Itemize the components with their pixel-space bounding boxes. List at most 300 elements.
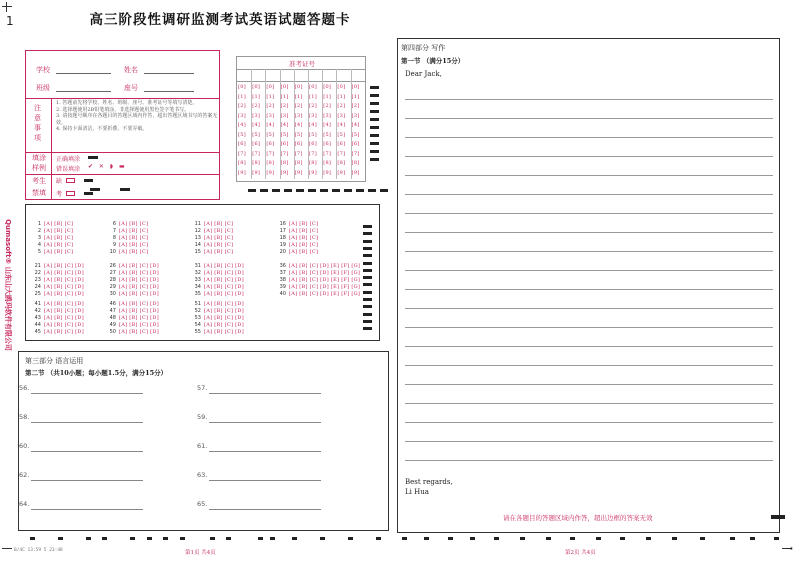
writing-line[interactable]: [405, 327, 773, 328]
admission-digit-bubble[interactable]: [6]: [238, 141, 246, 147]
admission-timing-marks: [370, 86, 382, 166]
question-number: 44: [34, 322, 41, 328]
question-number: 25: [34, 291, 41, 297]
registration-cross-bottom-left: [2, 548, 12, 549]
bottom-timing-marks: [30, 537, 790, 542]
answer-options[interactable]: [A] [B] [C] [D]: [204, 315, 244, 321]
admission-number-label: 准考证号: [289, 60, 315, 68]
admission-digit-bubble[interactable]: [6]: [309, 141, 317, 147]
blank-number: 61.: [197, 442, 208, 450]
timing-mark: [363, 327, 372, 330]
writing-line[interactable]: [405, 460, 773, 461]
admission-digit-bubble[interactable]: [4]: [337, 122, 346, 128]
answer-line[interactable]: [209, 480, 321, 481]
admission-digit-bubble[interactable]: [4]: [266, 122, 275, 128]
writing-line[interactable]: [405, 194, 773, 195]
admission-digit-bubble[interactable]: [7]: [266, 150, 275, 157]
question-number: 12: [194, 228, 201, 234]
answer-options[interactable]: [A] [B] [C] [D] [E] [F] [G]: [289, 270, 361, 276]
answer-options[interactable]: [A] [B] [C] [D]: [44, 315, 84, 321]
timing-mark: [30, 537, 35, 540]
timing-mark: [210, 537, 215, 540]
card-title: 高三阶段性调研监测考试英语试题答题卡: [89, 12, 351, 28]
answer-options[interactable]: [A] [B] [C]: [289, 242, 319, 248]
admission-digit-bubble[interactable]: [2]: [323, 103, 332, 109]
absent-label: 考生 禁填: [32, 177, 46, 197]
admission-digit-bubble[interactable]: [4]: [238, 122, 246, 128]
admission-digit-bubble[interactable]: [8]: [294, 160, 303, 166]
admission-digit-bubble[interactable]: [7]: [323, 150, 332, 157]
timing-mark: [363, 305, 372, 308]
answer-options[interactable]: [A] [B] [C] [D] [E] [F] [G]: [289, 263, 361, 269]
wrong-fill-label: 错误填涂: [56, 166, 81, 173]
answer-options[interactable]: [A] [B] [C] [D]: [44, 270, 84, 276]
admission-digit-bubble[interactable]: [4]: [351, 122, 360, 128]
admission-digit-bubble[interactable]: [5]: [280, 131, 289, 138]
note-item: 1. 答题前先将学校、姓名、班级、座号、准考证号等填写清楚。: [56, 100, 198, 106]
admission-digit-bubble[interactable]: [7]: [280, 150, 289, 157]
admission-digit-bubble[interactable]: [7]: [294, 150, 303, 157]
admission-digit-bubble[interactable]: [1]: [280, 93, 289, 100]
timing-mark: [370, 134, 379, 137]
timing-mark: [370, 150, 379, 153]
timing-mark: [750, 537, 755, 540]
notes-list: [56, 100, 218, 133]
admission-digit-bubble[interactable]: [3]: [238, 112, 246, 119]
timing-mark: [248, 189, 256, 192]
answer-options[interactable]: [A] [B] [C] [D]: [119, 284, 159, 290]
class-field[interactable]: [56, 91, 111, 92]
writing-line[interactable]: [405, 346, 773, 347]
admission-digit-bubble[interactable]: [8]: [252, 160, 261, 166]
writing-line[interactable]: [405, 118, 773, 119]
answer-options[interactable]: [A] [B] [C] [D]: [44, 284, 84, 290]
answer-options[interactable]: [A] [B] [C]: [44, 235, 74, 241]
answer-options[interactable]: [A] [B] [C]: [44, 228, 74, 234]
answer-line[interactable]: [209, 422, 321, 423]
answer-options[interactable]: [A] [B] [C] [D]: [44, 329, 84, 335]
question-number: 24: [34, 284, 41, 290]
admission-digit-bubble[interactable]: [4]: [280, 122, 289, 128]
answer-line[interactable]: [209, 451, 321, 452]
question-number: 51: [194, 301, 201, 307]
admission-digit-bubble[interactable]: [3]: [280, 112, 289, 119]
admission-digit-bubble[interactable]: [3]: [323, 112, 332, 119]
admission-digit-bubble[interactable]: [5]: [309, 131, 317, 138]
timing-mark: [363, 313, 372, 316]
answer-line[interactable]: [31, 451, 143, 452]
admission-digit-bubble[interactable]: [1]: [309, 93, 317, 100]
answer-options[interactable]: [A] [B] [C]: [289, 228, 319, 234]
timing-mark: [370, 126, 379, 129]
admission-digit-bubble[interactable]: [3]: [294, 112, 303, 119]
admission-digit-bubble[interactable]: [2]: [266, 103, 275, 109]
answer-options[interactable]: [A] [B] [C] [D]: [204, 263, 244, 269]
timing-mark: [344, 189, 352, 192]
question-number: 42: [34, 308, 41, 314]
note-item: 4. 保持卡面清洁，不要折叠、不要弄破。: [56, 126, 148, 132]
admission-digit-bubble[interactable]: [9]: [266, 169, 275, 176]
timing-mark: [363, 254, 372, 257]
answer-line[interactable]: [31, 509, 143, 510]
question-number: 11: [194, 221, 201, 227]
question-number: 7: [112, 228, 116, 234]
admission-digit-bubble[interactable]: [5]: [323, 131, 332, 138]
question-number: 28: [109, 277, 116, 283]
answer-options[interactable]: [A] [B] [C] [D]: [44, 277, 84, 283]
timing-mark: [370, 142, 379, 145]
name-field[interactable]: [144, 73, 194, 74]
admission-digit-bubble[interactable]: [8]: [266, 160, 275, 166]
writing-line[interactable]: [405, 251, 773, 252]
blank-number: 65.: [197, 500, 208, 508]
timing-mark: [363, 276, 372, 279]
admission-digit-bubble[interactable]: [2]: [252, 103, 261, 109]
question-number: 21: [34, 263, 41, 269]
answer-options[interactable]: [A] [B] [C] [D]: [204, 322, 244, 328]
timing-mark: [620, 537, 625, 540]
writing-line[interactable]: [405, 441, 773, 442]
school-label: 学校: [36, 66, 50, 74]
admission-digit-bubble[interactable]: [6]: [252, 141, 261, 147]
admission-digit-bubble[interactable]: [5]: [337, 131, 346, 138]
admission-digit-bubble[interactable]: [6]: [294, 141, 303, 147]
question-number: 34: [194, 284, 201, 290]
notes-label: 注 意 事 项: [34, 104, 41, 142]
admission-digit-bubble[interactable]: [3]: [252, 112, 261, 119]
answer-options[interactable]: [A] [B] [C] [D]: [119, 277, 159, 283]
admission-digit-bubble[interactable]: [6]: [323, 141, 332, 147]
admission-digit-bubble[interactable]: [1]: [337, 93, 346, 100]
admission-digit-bubble[interactable]: [9]: [280, 169, 289, 176]
question-number: 32: [194, 270, 201, 276]
page-number-2: 第2页 共4页: [565, 550, 596, 556]
answer-options[interactable]: [A] [B] [C]: [204, 221, 234, 227]
answer-options[interactable]: [A] [B] [C] [D]: [44, 308, 84, 314]
admission-digit-bubble[interactable]: [3]: [337, 112, 346, 119]
admission-digit-bubble[interactable]: [6]: [337, 141, 346, 147]
timing-mark: [284, 189, 292, 192]
admission-digit-bubble[interactable]: [9]: [337, 169, 346, 176]
writing-line[interactable]: [405, 308, 773, 309]
admission-digit-bubble[interactable]: [7]: [351, 150, 360, 157]
admission-digit-bubble[interactable]: [9]: [252, 169, 261, 176]
answer-options[interactable]: [A] [B] [C]: [204, 242, 234, 248]
timing-mark: [292, 537, 297, 540]
admission-digit-bubble[interactable]: [2]: [337, 103, 346, 109]
admission-digit-bubble[interactable]: [8]: [280, 160, 289, 166]
answer-options[interactable]: [A] [B] [C] [D]: [204, 308, 244, 314]
admission-digit-bubble[interactable]: [3]: [266, 112, 275, 119]
admission-digit-bubble[interactable]: [1]: [252, 93, 261, 100]
part3-box: [18, 351, 389, 531]
admission-digit-bubble[interactable]: [1]: [238, 93, 246, 100]
question-number: 26: [109, 263, 116, 269]
question-number: 27: [109, 270, 116, 276]
timing-mark: [296, 189, 304, 192]
writing-line[interactable]: [405, 175, 773, 176]
answer-options[interactable]: [A] [B] [C]: [119, 221, 149, 227]
timing-mark: [356, 189, 364, 192]
admission-digit-bubble[interactable]: [0]: [351, 84, 360, 90]
writing-line[interactable]: [405, 213, 773, 214]
writing-lines[interactable]: [398, 39, 781, 534]
question-number: 36: [279, 263, 286, 269]
timing-mark: [363, 247, 372, 250]
admission-digit-bubble[interactable]: [7]: [238, 150, 246, 157]
admission-digit-bubble[interactable]: [2]: [294, 103, 303, 109]
question-number: 33: [194, 277, 201, 283]
answer-options[interactable]: [A] [B] [C]: [289, 235, 319, 241]
admission-digit-bubble[interactable]: [1]: [294, 93, 303, 100]
writing-line[interactable]: [405, 137, 773, 138]
note-item: 3. 请按题号顺序在各题目的答题区域内作答，超出答题区域书写的答案无效。: [56, 113, 218, 126]
timing-mark: [332, 189, 340, 192]
question-number: 55: [194, 329, 201, 335]
question-number: 23: [34, 277, 41, 283]
admission-digit-bubble[interactable]: [5]: [252, 131, 261, 138]
timing-mark: [370, 118, 379, 121]
timing-mark: [147, 537, 152, 540]
timing-mark: [270, 537, 275, 540]
info-box: [25, 50, 220, 200]
timing-marks-row: [248, 189, 388, 194]
admission-digit-bubble[interactable]: [0]: [337, 84, 346, 90]
part4-section: 第一节 （满分15分）: [401, 57, 465, 65]
part4-heading: 第四部分 写作: [401, 44, 446, 52]
question-number: 48: [109, 315, 116, 321]
timing-mark: [370, 158, 379, 161]
question-number: 3: [37, 235, 41, 241]
timing-mark: [363, 262, 372, 265]
answer-options[interactable]: [A] [B] [C] [D]: [119, 308, 159, 314]
correct-fill-mark: [88, 156, 98, 159]
part4-box: [397, 38, 780, 533]
question-number: 30: [109, 291, 116, 297]
admission-digit-bubble[interactable]: [8]: [323, 160, 332, 166]
admission-digit-bubble[interactable]: [1]: [323, 93, 332, 100]
writing-line[interactable]: [405, 270, 773, 271]
answer-options[interactable]: [A] [B] [C] [D]: [119, 263, 159, 269]
letter-closing: Best regards,: [405, 478, 453, 486]
admission-digit-bubble[interactable]: [0]: [266, 84, 275, 90]
admission-digit-bubble[interactable]: [8]: [238, 160, 246, 166]
admission-digit-bubble[interactable]: [2]: [309, 103, 317, 109]
blanks-area: [19, 382, 390, 532]
admission-digit-bubble[interactable]: [6]: [280, 141, 289, 147]
note-item: 2. 选择题使用2B铅笔填涂，非选择题使用黑色签字笔书写。: [56, 106, 190, 113]
answer-options[interactable]: [A] [B] [C]: [204, 235, 234, 241]
blank-number: 64.: [19, 500, 30, 508]
admission-digit-bubble[interactable]: [3]: [351, 112, 360, 119]
answer-options[interactable]: [A] [B] [C] [D] [E] [F] [G]: [289, 291, 361, 297]
answer-options[interactable]: [A] [B] [C] [D]: [204, 301, 244, 307]
admission-digit-bubble[interactable]: [4]: [309, 122, 317, 128]
answer-options[interactable]: [A] [B] [C]: [204, 228, 234, 234]
admission-digit-bubble[interactable]: [7]: [309, 150, 317, 157]
admission-digit-bubble[interactable]: [5]: [266, 131, 275, 138]
admission-digit-bubble[interactable]: [1]: [266, 93, 275, 100]
timing-mark: [470, 537, 475, 540]
answer-options[interactable]: [A] [B] [C] [D]: [44, 322, 84, 328]
answer-options[interactable]: [A] [B] [C]: [119, 228, 149, 234]
writing-line[interactable]: [405, 384, 773, 385]
answer-options[interactable]: [A] [B] [C] [D]: [204, 277, 244, 283]
admission-digit-bubble[interactable]: [3]: [309, 112, 317, 119]
writing-line[interactable]: [405, 422, 773, 423]
admission-digit-bubble[interactable]: [4]: [294, 122, 303, 128]
answer-line[interactable]: [31, 422, 143, 423]
admission-digit-bubble[interactable]: [0]: [252, 84, 261, 90]
question-number: 22: [34, 270, 41, 276]
writing-line[interactable]: [405, 289, 773, 290]
timing-mark: [370, 94, 379, 97]
timing-mark: [448, 537, 453, 540]
answer-options[interactable]: [A] [B] [C] [D] [E] [F] [G]: [289, 277, 361, 283]
answer-options[interactable]: [A] [B] [C] [D]: [204, 284, 244, 290]
admission-digit-bubble[interactable]: [5]: [351, 131, 360, 138]
timing-mark: [363, 291, 372, 294]
answer-options[interactable]: [A] [B] [C] [D]: [119, 291, 159, 297]
admission-digit-bubble[interactable]: [8]: [351, 160, 360, 166]
timing-mark: [402, 537, 407, 540]
blank-number: 63.: [197, 471, 208, 479]
timing-mark: [520, 537, 525, 540]
timing-mark: [363, 269, 372, 272]
timing-mark: [730, 537, 735, 540]
admission-digit-bubble[interactable]: [0]: [280, 84, 289, 90]
timing-mark: [163, 537, 168, 540]
answer-options[interactable]: [A] [B] [C]: [44, 249, 74, 255]
footer-code: B/4C 13:59 5 23:48: [14, 548, 63, 553]
answer-options[interactable]: [A] [B] [C] [D]: [204, 291, 244, 297]
blank-number: 56.: [19, 384, 30, 392]
admission-digit-bubble[interactable]: [5]: [238, 131, 246, 138]
answer-line[interactable]: [209, 393, 321, 394]
admission-digit-bubble[interactable]: [4]: [323, 122, 332, 128]
admission-digit-bubble[interactable]: [2]: [351, 103, 360, 109]
admission-digit-bubble[interactable]: [4]: [252, 122, 261, 128]
timing-mark: [370, 86, 379, 89]
answer-options[interactable]: [A] [B] [C] [D]: [119, 270, 159, 276]
answer-line[interactable]: [31, 480, 143, 481]
violation-checkbox[interactable]: [66, 191, 75, 196]
timing-mark: [130, 537, 135, 540]
timing-mark: [348, 537, 353, 540]
admission-digit-bubble[interactable]: [9]: [238, 169, 246, 176]
timing-mark: [363, 240, 372, 243]
admission-digit-bubble[interactable]: [2]: [238, 103, 246, 109]
timing-mark: [180, 537, 185, 540]
missing-label: 缺: [56, 178, 63, 185]
writing-line[interactable]: [405, 156, 773, 157]
admission-digit-bubble[interactable]: [6]: [351, 141, 360, 147]
timing-mark: [260, 189, 268, 192]
admission-digit-bubble[interactable]: [1]: [351, 93, 360, 100]
timing-mark: [596, 537, 601, 540]
answer-options[interactable]: [A] [B] [C] [D]: [119, 315, 159, 321]
timing-mark: [376, 537, 381, 540]
admission-digit-bubble[interactable]: [0]: [294, 84, 303, 90]
question-number: 5: [37, 249, 41, 255]
admission-digit-bubble[interactable]: [9]: [351, 169, 360, 176]
question-number: 4: [37, 242, 41, 248]
admission-digit-bubble[interactable]: [7]: [337, 150, 346, 157]
question-number: 49: [109, 322, 116, 328]
missing-checkbox[interactable]: [66, 178, 75, 183]
seat-field[interactable]: [144, 91, 194, 92]
boundary-warning: 请在各题目的答题区域内作答，超出边框的答案无效: [503, 514, 653, 522]
admission-digit-bubble[interactable]: [0]: [323, 84, 332, 90]
violation-label: 考: [56, 191, 63, 198]
admission-digit-bubble[interactable]: [9]: [309, 169, 317, 176]
answer-line[interactable]: [31, 393, 143, 394]
answer-line[interactable]: [209, 509, 321, 510]
writing-line[interactable]: [405, 365, 773, 366]
answer-options[interactable]: [A] [B] [C]: [119, 242, 149, 248]
admission-digit-bubble[interactable]: [8]: [309, 160, 317, 166]
writing-line[interactable]: [405, 232, 773, 233]
admission-digit-bubble[interactable]: [2]: [280, 103, 289, 109]
answer-options[interactable]: [A] [B] [C]: [289, 249, 319, 255]
answer-options[interactable]: [A] [B] [C] [D]: [44, 291, 84, 297]
answer-options[interactable]: [A] [B] [C]: [119, 249, 149, 255]
question-number: 16: [279, 221, 286, 227]
answer-options[interactable]: [A] [B] [C]: [44, 221, 74, 227]
admission-columns: [237, 81, 365, 181]
question-number: 54: [194, 322, 201, 328]
multiple-choice-area: [26, 205, 361, 340]
writing-line[interactable]: [405, 403, 773, 404]
answer-options[interactable]: [A] [B] [C]: [204, 249, 234, 255]
answer-options[interactable]: [A] [B] [C] [D]: [119, 329, 159, 335]
question-number: 20: [279, 249, 286, 255]
admission-digit-bubble[interactable]: [7]: [252, 150, 261, 157]
admission-digit-bubble[interactable]: [0]: [238, 84, 246, 90]
question-number: 35: [194, 291, 201, 297]
answer-options[interactable]: [A] [B] [C] [D]: [44, 263, 84, 269]
admission-digit-bubble[interactable]: [8]: [337, 160, 346, 166]
timing-mark: [258, 537, 263, 540]
admission-digit-bubble[interactable]: [9]: [323, 169, 332, 176]
question-number: 43: [34, 315, 41, 321]
timing-mark: [370, 110, 379, 113]
school-field[interactable]: [56, 73, 111, 74]
answer-options[interactable]: [A] [B] [C] [D]: [119, 322, 159, 328]
writing-line[interactable]: [405, 99, 773, 100]
registration-cross-top-left-v: [6, 2, 7, 12]
timing-mark: [90, 188, 100, 191]
timing-mark: [308, 189, 316, 192]
answer-options[interactable]: [A] [B] [C]: [44, 242, 74, 248]
arrow-icon: ⇥: [786, 544, 793, 553]
answer-options[interactable]: [A] [B] [C] [D]: [204, 270, 244, 276]
answer-options[interactable]: [A] [B] [C] [D] [E] [F] [G]: [289, 284, 361, 290]
answer-options[interactable]: [A] [B] [C] [D]: [44, 301, 84, 307]
fill-example-label: 填涂 样例: [32, 154, 46, 172]
admission-digit-bubble[interactable]: [9]: [294, 169, 303, 176]
answer-options[interactable]: [A] [B] [C]: [119, 235, 149, 241]
timing-mark: [646, 537, 651, 540]
answer-options[interactable]: [A] [B] [C] [D]: [119, 301, 159, 307]
answer-options[interactable]: [A] [B] [C]: [289, 221, 319, 227]
timing-mark: [774, 537, 779, 540]
admission-digit-bubble[interactable]: [0]: [309, 84, 317, 90]
admission-digit-bubble[interactable]: [5]: [294, 131, 303, 138]
blank-number: 57.: [197, 384, 208, 392]
answer-options[interactable]: [A] [B] [C] [D]: [204, 329, 244, 335]
admission-digit-bubble[interactable]: [6]: [266, 141, 275, 147]
